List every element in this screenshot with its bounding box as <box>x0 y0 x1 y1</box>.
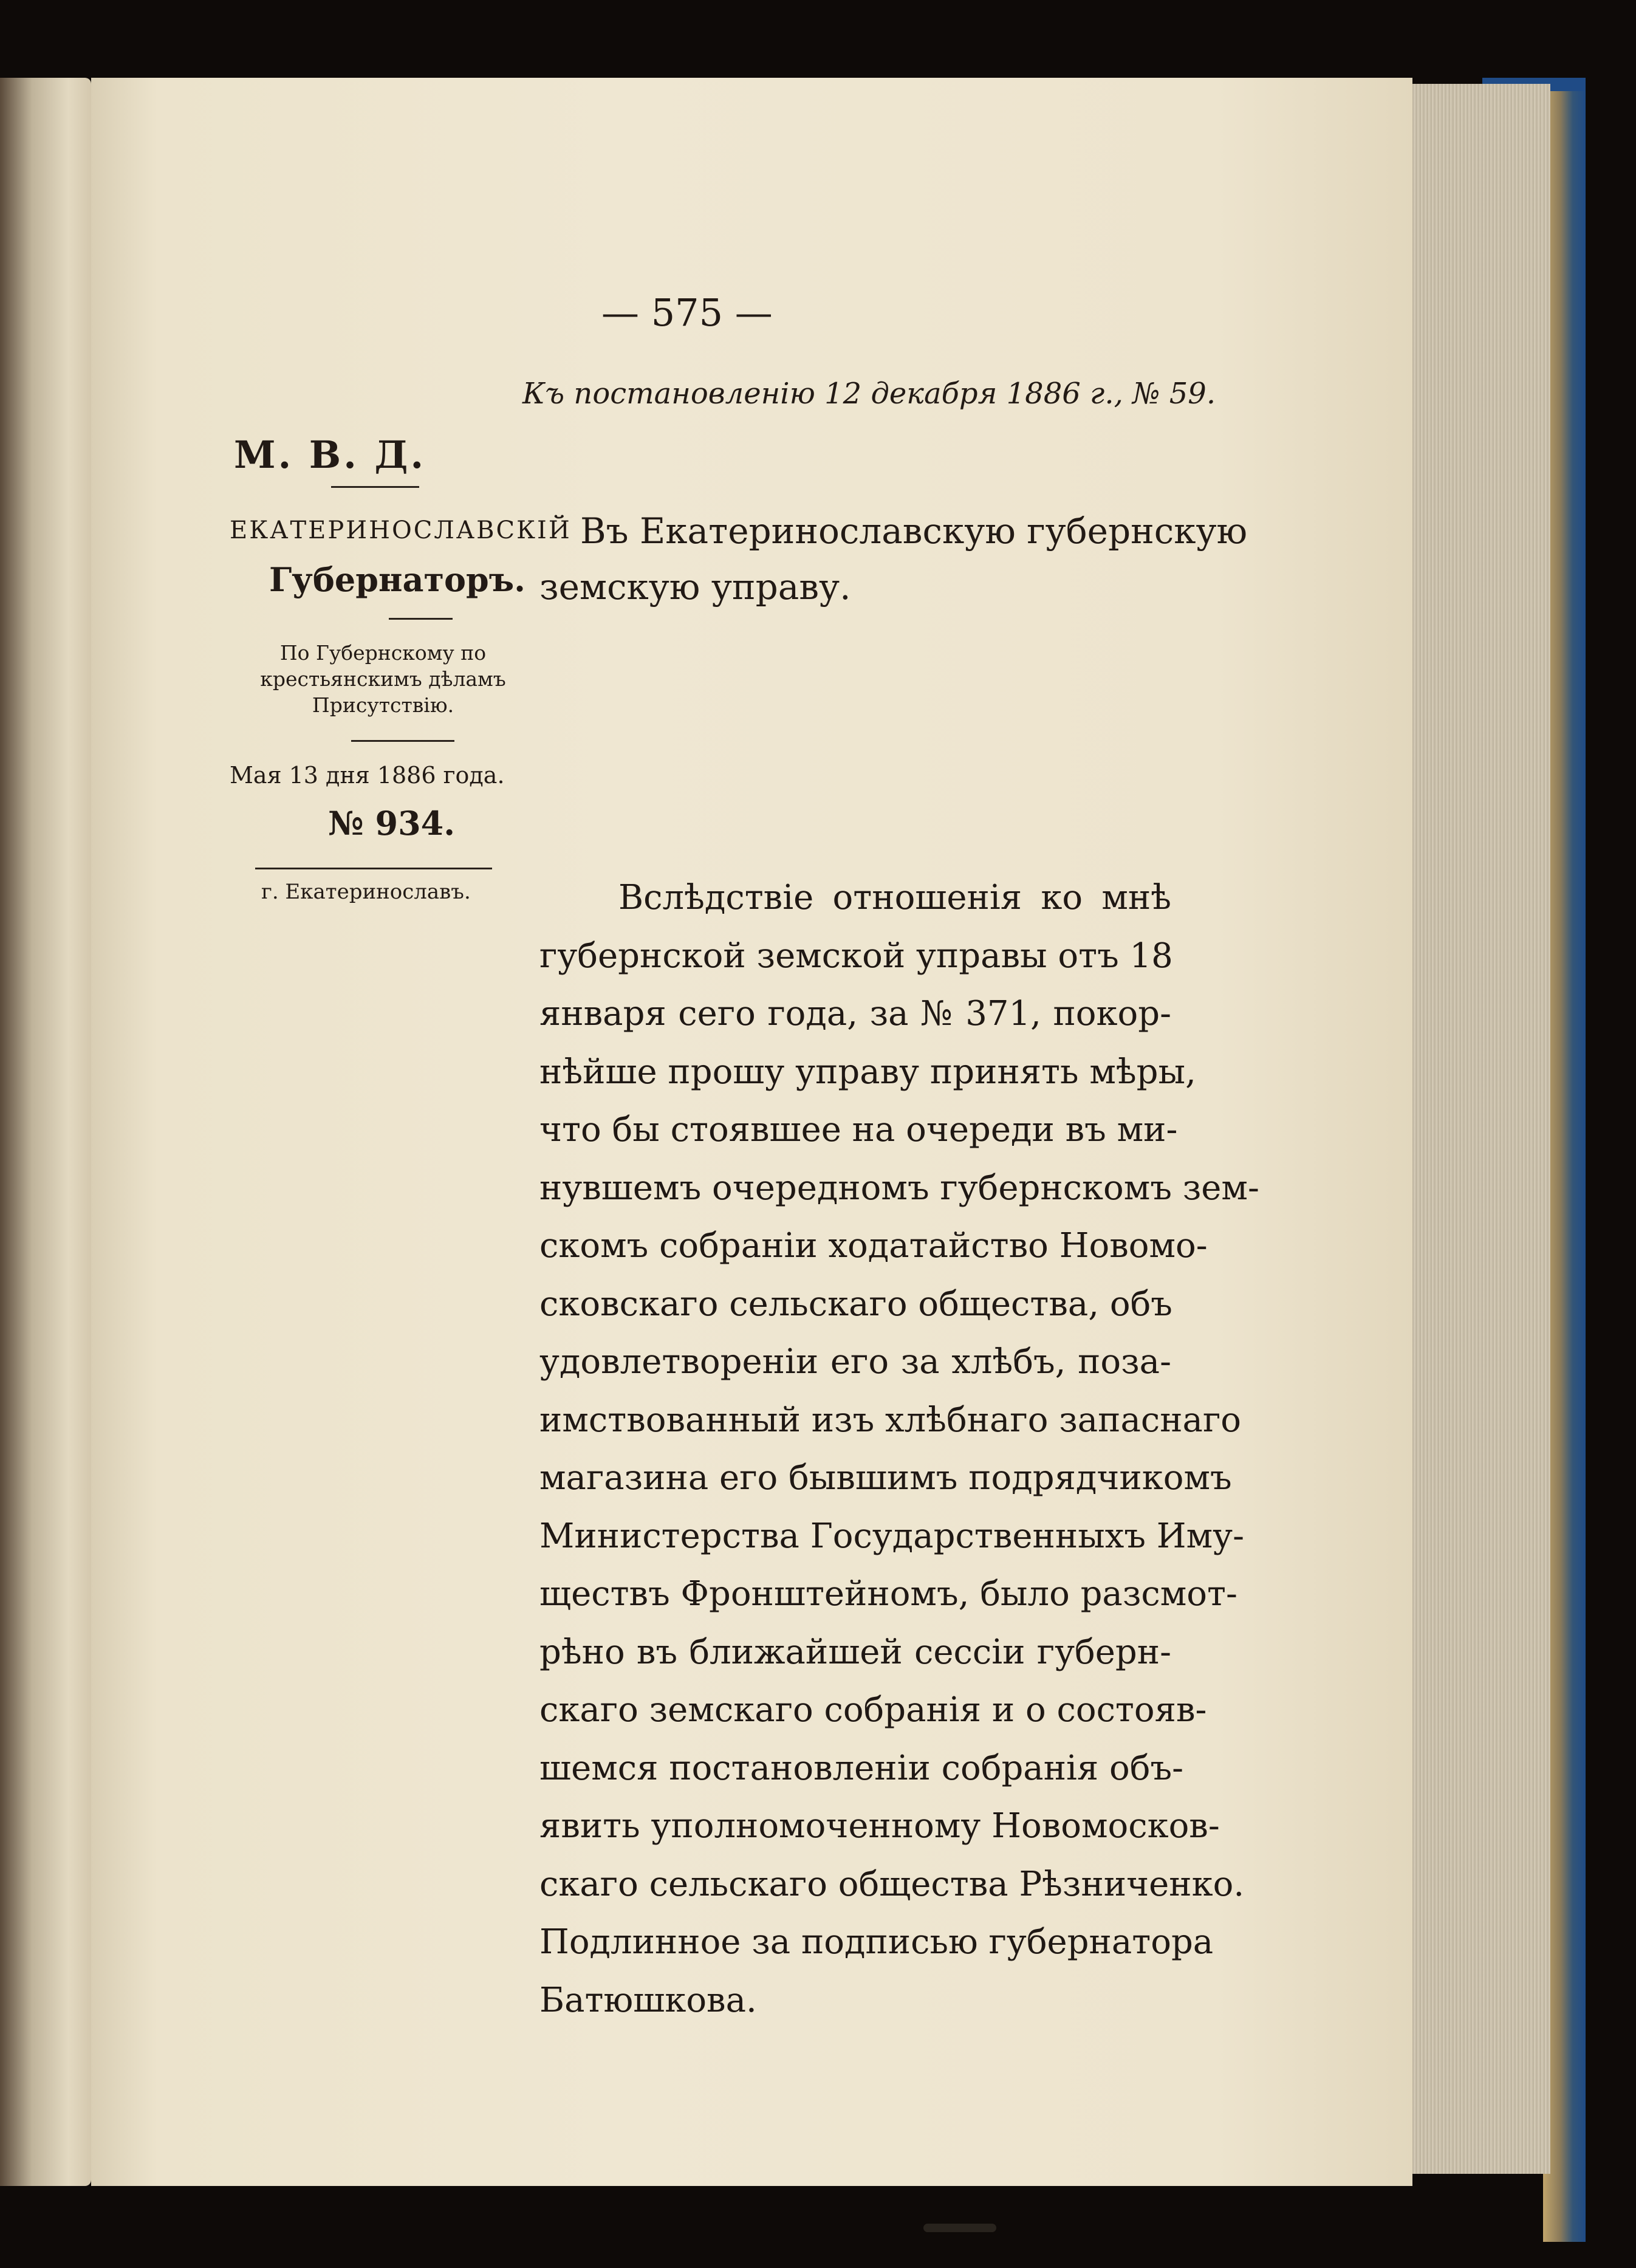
facing-page-edge <box>0 78 91 2186</box>
document-number: № 934. <box>328 804 456 843</box>
document-date: Мая 13 дня 1886 года. <box>230 762 505 789</box>
page-stack-edges <box>1397 84 1550 2174</box>
body-line: нувшемъ очередномъ губернскомъ зем- <box>539 1168 1259 1208</box>
governor-rule <box>389 618 453 620</box>
body-line: Министерства Государственныхъ Иму- <box>539 1516 1245 1556</box>
body-line: шемся постановленіи собранія объ- <box>539 1748 1184 1788</box>
governor-title-line1: ЕКАТЕРИНОСЛАВСКІЙ <box>230 516 572 544</box>
letter-body <box>539 869 1259 2029</box>
body-line: скаго сельскаго общества Рѣзниченко. <box>539 1864 1245 1904</box>
page-number: — 575 — <box>601 290 773 335</box>
department-name: По Губернскому по крестьянскимъ дѣламъ Присутствію. <box>260 641 506 717</box>
body-line: сковскаго сельскаго общества, объ <box>539 1284 1172 1324</box>
body-line: магазина его бывшимъ подрядчикомъ <box>539 1458 1232 1498</box>
body-line: Подлинное за подписью губернатора <box>539 1922 1214 1962</box>
ministry-rule <box>331 486 419 488</box>
body-line: удовлетвореніи его за хлѣбъ, поза- <box>539 1342 1171 1382</box>
body-line: что бы стоявшее на очереди въ ми- <box>539 1110 1178 1149</box>
body-line: Вслѣдствіе отношенія ко мнѣ <box>618 878 1171 917</box>
ministry-heading: М. В. Д. <box>234 433 426 477</box>
governor-title-line2: Губернаторъ. <box>269 560 525 599</box>
body-line: Батюшкова. <box>539 1980 757 2020</box>
body-line: скомъ собраніи ходатайство Новомо- <box>539 1226 1208 1266</box>
body-line: имствованный изъ хлѣбнаго запаснаго <box>539 1400 1241 1440</box>
body-line: нѣйше прошу управу принять мѣры, <box>539 1052 1196 1092</box>
address-line2: земскую управу. <box>539 566 851 608</box>
department-rule <box>351 740 454 742</box>
number-rule <box>255 868 492 869</box>
body-line: ществъ Фронштейномъ, было разсмот- <box>539 1574 1237 1614</box>
address-line1: Въ Екатеринославскую губернскую <box>580 510 1248 552</box>
bottom-smudge <box>923 2224 996 2232</box>
body-line: января сего года, за № 371, покор- <box>539 994 1171 1033</box>
body-line: скаго земскаго собранія и о состояв- <box>539 1690 1207 1730</box>
body-line: явить уполномоченному Новомосков- <box>539 1806 1220 1846</box>
body-line: рѣно въ ближайшей сессіи губерн- <box>539 1632 1171 1672</box>
reference-line: Къ постановленію 12 декабря 1886 г., № 59. <box>522 377 1216 411</box>
body-line: губернской земской управы отъ 18 <box>539 936 1173 976</box>
city-name: г. Екатеринославъ. <box>261 880 471 904</box>
